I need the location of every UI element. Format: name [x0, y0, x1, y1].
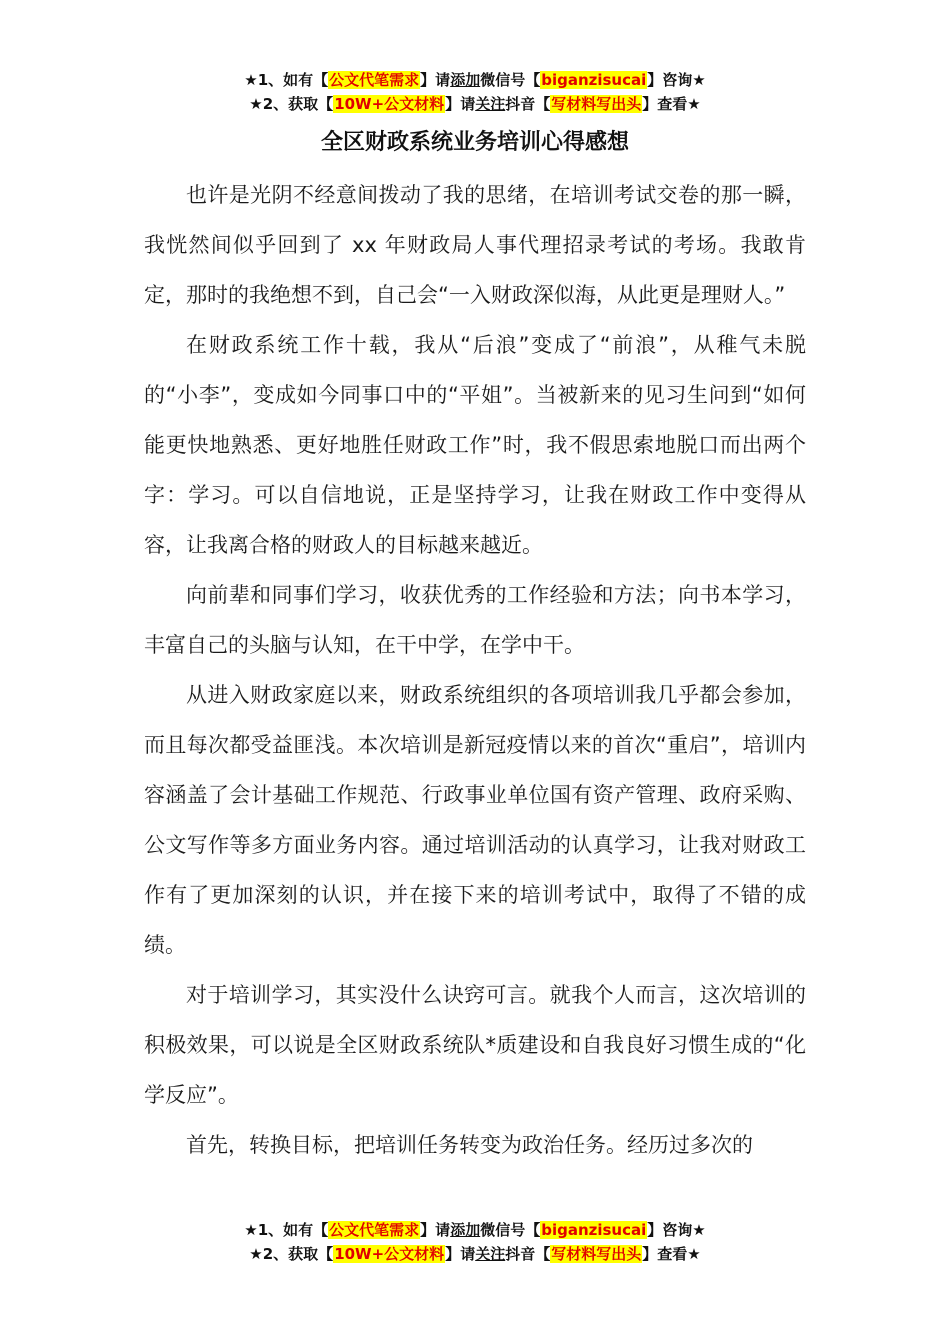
- banner-text: 】请: [420, 71, 451, 89]
- banner-line-1: [0, 1218, 950, 1242]
- banner-line-2: [0, 92, 950, 116]
- paragraph: 向前辈和同事们学习，收获优秀的工作经验和方法；向书本学习，丰富自己的头脑与认知，在干中学，在学中干。: [144, 583, 806, 657]
- paragraph: 从进入财政家庭以来，财政系统组织的各项培训我几乎都会参加，而且每次都受益匪浅。本次培训是新冠疫情以来的首次“重启”，培训内容涵盖了会计基础工作规范、行政事业单位国有资产管理、政府采购、公文写作等多方面业务内容。通过培训活动的认真学习，让我对财政工作有了更加深刻的认识，并在接下来的培训考试中，取得了不错的成绩。: [144, 683, 806, 957]
- highlight-wechat-id: biganzisucai: [541, 71, 647, 89]
- banner-text: ★1、如有【: [244, 1221, 329, 1239]
- banner-text: ★2、获取【: [249, 95, 334, 113]
- highlight-douyin-account: 写材料写出头: [551, 1245, 642, 1263]
- highlight-materials: 10W+公文材料: [334, 95, 445, 113]
- banner-text: 】查看★: [642, 1245, 701, 1263]
- banner-text: 】请: [420, 1221, 451, 1239]
- header-banner: [0, 68, 950, 116]
- highlight-douyin-account: 写材料写出头: [551, 95, 642, 113]
- banner-text: 微信号【: [480, 1221, 541, 1239]
- banner-line-1: [0, 68, 950, 92]
- paragraph: 对于培训学习，其实没什么诀窍可言。就我个人而言，这次培训的积极效果，可以说是全区财政系统队*质建设和自我良好习惯生成的“化学反应”。: [144, 983, 806, 1107]
- banner-text: 】查看★: [642, 95, 701, 113]
- footer-banner: [0, 1218, 950, 1266]
- banner-text: 】请: [445, 1245, 476, 1263]
- banner-text: ★1、如有【: [244, 71, 329, 89]
- document-body: [144, 170, 806, 1170]
- underlined-follow: 关注: [475, 1245, 506, 1263]
- banner-text: ★2、获取【: [249, 1245, 334, 1263]
- banner-text: 】请: [445, 95, 476, 113]
- banner-text: 】咨询★: [647, 71, 706, 89]
- banner-text: 微信号【: [480, 71, 541, 89]
- paragraph: 在财政系统工作十载，我从“后浪”变成了“前浪”，从稚气未脱的“小李”，变成如今同事口中的“平姐”。当被新来的见习生问到“如何能更快地熟悉、更好地胜任财政工作”时，我不假思索地脱口而出两个字：学习。可以自信地说，正是坚持学习，让我在财政工作中变得从容，让我离合格的财政人的目标越来越近。: [144, 333, 806, 557]
- underlined-add: 添加: [450, 71, 481, 89]
- paragraph: 首先，转换目标，把培训任务转变为政治任务。经历过多次的: [186, 1133, 753, 1157]
- banner-line-2: [0, 1242, 950, 1266]
- highlight-ghostwriting: 公文代笔需求: [329, 71, 420, 89]
- highlight-ghostwriting: 公文代笔需求: [329, 1221, 420, 1239]
- underlined-add: 添加: [450, 1221, 481, 1239]
- highlight-materials: 10W+公文材料: [334, 1245, 445, 1263]
- banner-text: 】咨询★: [647, 1221, 706, 1239]
- document-title: 全区财政系统业务培训心得感想: [320, 130, 629, 155]
- underlined-follow: 关注: [475, 95, 506, 113]
- highlight-wechat-id: biganzisucai: [541, 1221, 647, 1239]
- banner-text: 抖音【: [505, 1245, 551, 1263]
- paragraph: 也许是光阴不经意间拨动了我的思绪，在培训考试交卷的那一瞬，我恍然间似乎回到了 xx 年财政局人事代理招录考试的考场。我敢肯定，那时的我绝想不到，自己会“一入财政深似海，从此更是理财人。”: [144, 183, 806, 307]
- banner-text: 抖音【: [505, 95, 551, 113]
